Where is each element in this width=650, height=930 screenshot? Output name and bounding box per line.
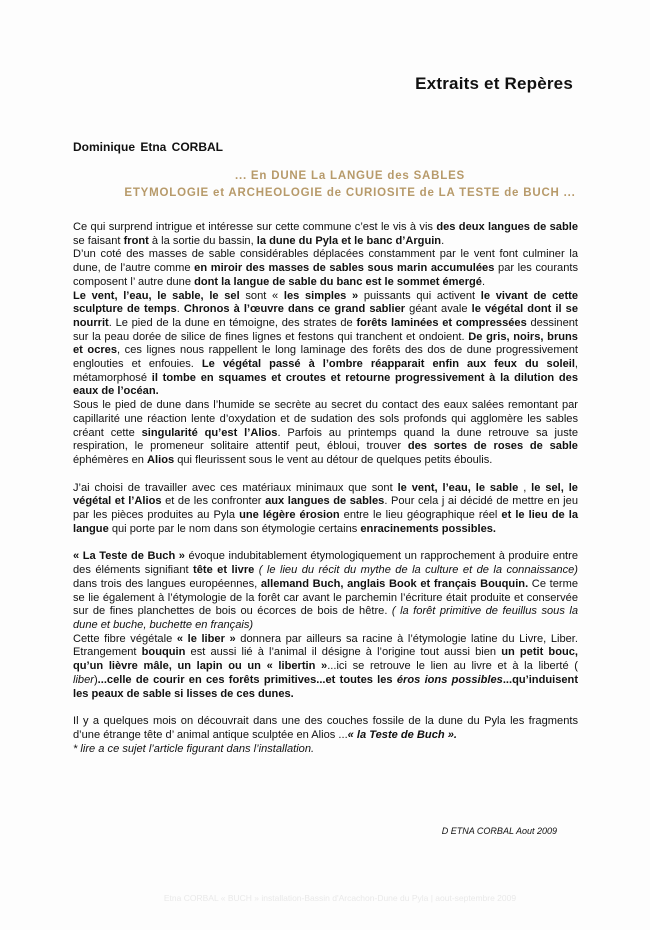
author-name: Dominique Etna CORBAL <box>73 140 223 154</box>
paragraph-4: Il y a quelques mois on découvrait dans une des couches fossile de la dune du Pyla les fragments d’une étrange tête d’ animal antique sculptée en Alios ...« la Teste de Buch ». * lire a ce sujet l’article figurant dans l’installation. <box>73 715 578 755</box>
paragraph-2: J’ai choisi de travailler avec ces matériaux minimaux que sont le vent, l’eau, le sable , le sel, le végétal et l’Alios et de les confronter aux langues de sables. Pour cela j ai décidé de mettre en jeu par les pièces produites au Pyla une légère érosion entre le lieu géographique réel et le lieu de la langue qui porte par le nom dans son étymologie certains enracinements possibles. <box>73 481 578 535</box>
article-body <box>73 221 578 756</box>
page-title: Extraits et Repères <box>415 74 573 93</box>
subtitle-line-1: ... En DUNE La LANGUE des SABLES <box>234 170 466 182</box>
signature: D ETNA CORBAL Aout 2009 <box>441 826 557 836</box>
paragraph-3: « La Teste de Buch » évoque indubitablement étymologiquement un rapprochement à produire entre des éléments signifiant tête et livre ( le lieu du récit du mythe de la culture et de la connaissance) dans trois des langues européennes, allemand Buch, anglais Book et français Bouquin. Ce terme se lie également à l’étymologie de la forêt car avant le parchemin l’écriture était produite et conservée sur de fines planchettes de bois ou écorces de bois de hêtre. ( la forêt primitive de feuillus sous la dune et buche, buchette en français) Cette fibre végétale « le liber » donnera par ailleurs sa racine à l’étymologie latine du Livre, Liber. Etrangement bouquin est aussi lié à l’animal il désigne à l’origine tout aussi bien un petit bouc, qu’un lièvre mâle, un lapin ou un « libertin »...ici se retrouve le lien au livre et à la liberté ( liber)...celle de courir en ces forêts primitives...et toutes les éros ions possibles...qu’induisent les peaux de sable si lisses de ces dunes. <box>73 550 579 700</box>
paragraph-1: Ce qui surprend intrigue et intéresse sur cette commune c’est le vis à vis des deux langues de sable se faisant front à la sortie du bassin, la dune du Pyla et le banc d’Arguin. D’un coté des masses de sable considérables déplacées constamment par le vent font culminer la dune, de l’autre comme en miroir des masses de sables sous marin accumulées par les courants composent l’ autre dune dont la langue de sable du banc est le sommet émergé. Le vent, l’eau, le sable, le sel sont « les simples » puissants qui activent le vivant de cette sculpture de temps. Chronos à l’œuvre dans ce grand sablier géant avale le végétal dont il se nourrit. Le pied de la dune en témoigne, des strates de forêts laminées et compressées dessinent sur la peau dorée de silice de fines lignes et festons qui tranchent et ondoient. De gris, noirs, bruns et ocres, ces lignes nous rappellent le long laminage des forêts des dos de dune progressivement englouties et enfouies. Le végétal passé à l’ombre réapparait enfin aux feux du soleil, métamorphosé il tombe en squames et croutes et retourne progressivement à la dilution des eaux de l’océan. Sous le pied de dune dans l’humide se secrète au secret du contact des eaux salées remontant par capillarité une réaction lente d’oxydation et de sudation des sols profonds qui agglomère les sables créant cette singularité qu’est l’Alios. Parfois au printemps quand la dune retrouve sa juste respiration, le promeneur solitaire attentif peut, ébloui, trouver des sortes de roses de sable éphémères en Alios qui fleurissent sous le vent au détour de quelques petits éboulis. <box>73 221 579 466</box>
subtitle-line-2: ETYMOLOGIE et ARCHEOLOGIE de CURIOSITE de LA TESTE de BUCH ... <box>124 187 576 199</box>
faded-footer-text: Etna CORBAL « BUCH » installation-Bassin d'Arcachon-Dune du Pyla | aout-septembre 2009 <box>163 893 517 903</box>
